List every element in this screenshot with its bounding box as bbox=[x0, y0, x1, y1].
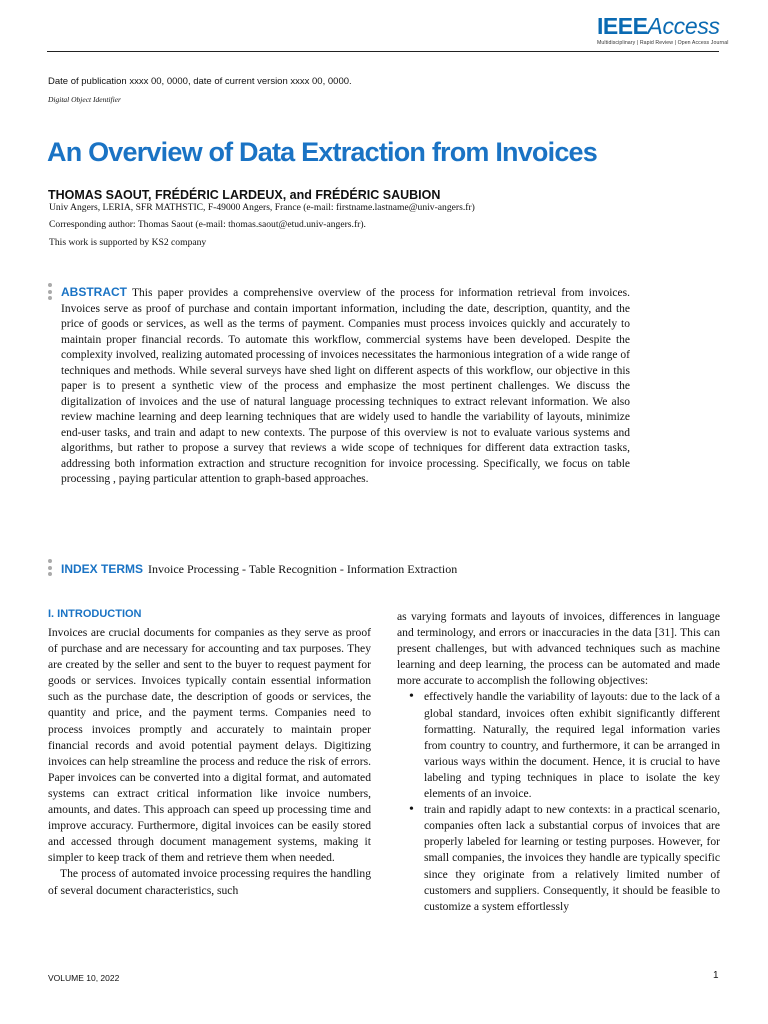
doi-label: Digital Object Identifier bbox=[48, 95, 121, 104]
paper-title: An Overview of Data Extraction from Invoices bbox=[47, 137, 597, 167]
abstract bbox=[61, 285, 630, 488]
logo-access: Access bbox=[647, 13, 720, 39]
section-heading-introduction: I. INTRODUCTION bbox=[48, 608, 142, 620]
volume-footer: VOLUME 10, 2022 bbox=[48, 973, 120, 983]
corresponding-author: Corresponding author: Thomas Saout (e-mail: thomas.saout@etud.univ-angers.fr). bbox=[49, 219, 366, 230]
affiliation: Univ Angers, LERIA, SFR MATHSTIC, F-49000 Angers, France (e-mail: firstname.lastname@univ-angers.fr) bbox=[49, 202, 475, 213]
column-left bbox=[48, 625, 371, 899]
journal-logo bbox=[597, 13, 729, 50]
index-terms-label: INDEX TERMS bbox=[61, 562, 144, 576]
intro-paragraph-continued: as varying formats and layouts of invoices, differences in language and terminology, and errors or inaccuracies in the data [31]. This can present challenges, but with advanced techniques such as machine learning and deep learning, the process can be automated and made more accurate to accomplish the following objectives: bbox=[397, 610, 720, 688]
logo-tagline: Multidisciplinary | Rapid Review | Open Access Journal bbox=[597, 40, 729, 46]
funding-note: This work is supported by KS2 company bbox=[49, 237, 207, 248]
index-terms-marker bbox=[48, 559, 52, 579]
list-item: • train and rapidly adapt to new contexts: in a practical scenario, companies often lack a substantial corpus of invoices that are properly labeled for learning or testing purposes. However, for small companies, the invoices they handle are typically specific since they originate from a relatively limited number of customers and suppliers. Consequently, it should be feasible to customize a system effortlessly bbox=[397, 802, 720, 915]
header-rule bbox=[47, 51, 719, 52]
column-right bbox=[397, 609, 720, 915]
objectives-list bbox=[397, 689, 720, 914]
abstract-marker bbox=[48, 283, 52, 303]
abstract-label: ABSTRACT bbox=[61, 285, 127, 299]
authors: THOMAS SAOUT, FRÉDÉRIC LARDEUX, and FRÉDÉRIC SAUBION bbox=[48, 188, 441, 202]
index-terms-text: Invoice Processing - Table Recognition - Information Extraction bbox=[148, 562, 458, 576]
abstract-text: This paper provides a comprehensive overview of the process for information retrieval from invoices. Invoices serve as proof of purchase and contain important information, including the date, description, quantity, and the price of goods or services, as well as the terms of payment. Companies must process invoices quickly and accurately to maintain proper financial records. To automate this workflow, commercial systems have been developed. Despite the complexity involved, realizing automated processing of invoices necessitates the harmonious integration of a wide range of techniques and methods. While several surveys have shed light on different aspects of this workflow, our objective in this paper is to present a synthetic view of the process and emphasize the most pertinent challenges. We discuss the digitalization of invoices and the use of natural language processing techniques to extract relevant information. We also review machine learning and deep learning techniques that are widely used to handle the variability of layouts, minimize end-user tasks, and train and adapt to new contexts. The purpose of this overview is not to evaluate various systems and algorithms, but rather to propose a survey that reviews a wide scope of techniques for different data extraction tasks, addressing both information extraction and structure recognition for invoice processing. Specifically, we focus on table processing , paying particular attention to graph-based approaches. bbox=[61, 287, 630, 485]
list-item: • effectively handle the variability of layouts: due to the lack of a global standard, invoices often exhibit significantly different formatting. Naturally, the required legal information varies from country to country, and furthermore, it can be arranged in various ways within the document. Hence, it is crucial to have labeling and typing techniques in place to isolate the key elements of an invoice. bbox=[397, 689, 720, 802]
logo-ieee: IEEE bbox=[597, 13, 648, 39]
index-terms bbox=[61, 562, 457, 577]
logo-wordmark bbox=[597, 13, 720, 39]
intro-paragraph-2: The process of automated invoice processing requires the handling of several document characteristics, such bbox=[48, 867, 371, 897]
page-number: 1 bbox=[713, 970, 719, 981]
intro-paragraph-1: Invoices are crucial documents for companies as they serve as proof of purchase and are necessary for accounting and tax purposes. They are created by the seller and sent to the buyer to request payment for goods or services. Invoices typically contain essential information such as the purchase date, the description of goods or services, the quantity and price, and the payment terms. Companies need to process invoices promptly and accurately to maintain proper financial records and avoid potential payment delays. Digitizing invoices can help streamline the process and reduce the risk of errors. Paper invoices can be converted into a digital format, and automated systems can extract critical information like invoice numbers, amounts, and dates. This approach can speed up processing time and improve accuracy. Furthermore, digital invoices can be easily stored and accessed through document management systems, making it simpler to keep track of them and retrieve them when needed. bbox=[48, 626, 371, 865]
publication-date: Date of publication xxxx 00, 0000, date of current version xxxx 00, 0000. bbox=[48, 76, 352, 87]
